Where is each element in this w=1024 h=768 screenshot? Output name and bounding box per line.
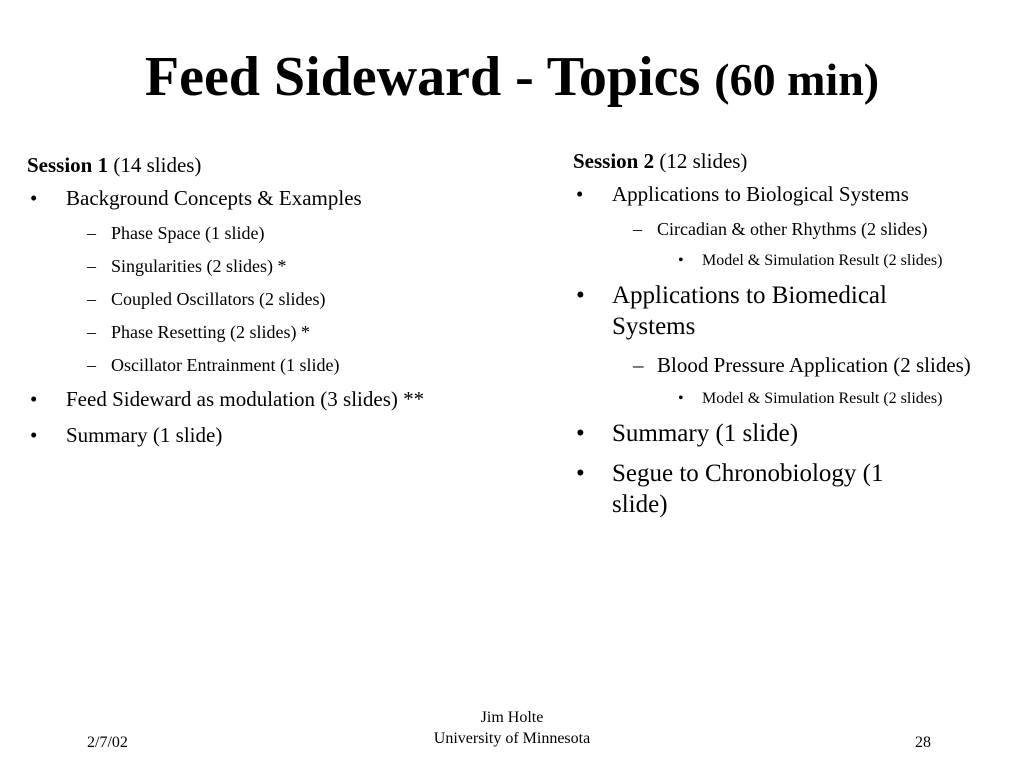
- dash-icon: –: [633, 353, 644, 377]
- footer-author-block: [0, 707, 1024, 749]
- dash-icon: –: [87, 322, 96, 342]
- list-item: [27, 254, 547, 278]
- session-1-column: [27, 152, 547, 458]
- slide-title-main: Feed Sideward - Topics: [144, 46, 701, 108]
- session-1-label: Session 1: [27, 153, 109, 177]
- list-item-text: Oscillator Entrainment (1 slide): [111, 355, 340, 375]
- list-item-text: Summary (1 slide): [612, 420, 799, 447]
- bullet-icon: •: [678, 252, 684, 269]
- session-2-label: Session 2: [573, 149, 655, 173]
- footer-author: Jim Holte: [480, 709, 544, 726]
- slide-title: [0, 42, 1024, 115]
- list-item-text: Phase Space (1 slide): [111, 223, 265, 243]
- list-item-text: Summary (1 slide): [66, 423, 223, 447]
- list-item-text: Feed Sideward as modulation (3 slides) **: [66, 387, 425, 411]
- list-item: [27, 422, 547, 449]
- bullet-icon: •: [30, 387, 38, 411]
- bullet-icon: •: [576, 282, 585, 309]
- session-1-count: (14 slides): [113, 153, 202, 177]
- dash-icon: –: [87, 355, 96, 375]
- session-2-count: (12 slides): [659, 149, 748, 173]
- bullet-icon: •: [678, 390, 684, 407]
- list-item-text: Coupled Oscillators (2 slides): [111, 289, 326, 309]
- list-item: [573, 388, 1012, 409]
- list-item-text: Circadian & other Rhythms (2 slides): [657, 219, 928, 239]
- footer-institution: University of Minnesota: [433, 730, 591, 747]
- list-item-text: Applications to Biological Systems: [612, 182, 909, 206]
- list-item: [27, 287, 547, 311]
- list-item-text: Background Concepts & Examples: [66, 186, 362, 210]
- list-item-text: Applications to Biomedical Systems: [612, 282, 887, 340]
- list-item: [27, 221, 547, 245]
- list-item-text: Blood Pressure Application (2 slides): [657, 353, 971, 377]
- dash-icon: –: [87, 256, 96, 276]
- list-item: [573, 351, 997, 379]
- list-item-text: Singularities (2 slides) *: [111, 256, 287, 276]
- bullet-icon: •: [576, 460, 585, 487]
- session-1-heading: [27, 152, 547, 179]
- session-2-column: [573, 148, 971, 529]
- list-item: [573, 250, 1012, 271]
- slide-title-duration: (60 min): [714, 54, 880, 105]
- slide-number: 28: [915, 734, 931, 751]
- list-item: [27, 353, 547, 377]
- list-item: [573, 217, 997, 241]
- list-item: [573, 181, 912, 208]
- list-item: [27, 320, 547, 344]
- list-item-text: Model & Simulation Result (2 slides): [702, 390, 943, 407]
- list-item: [573, 418, 912, 449]
- dash-icon: –: [87, 223, 96, 243]
- list-item: [27, 386, 547, 413]
- dash-icon: –: [87, 289, 96, 309]
- list-item: [573, 458, 912, 520]
- footer-date: 2/7/02: [87, 734, 128, 751]
- bullet-icon: •: [30, 186, 38, 210]
- list-item: [573, 280, 912, 342]
- list-item: [27, 185, 547, 212]
- dash-icon: –: [633, 219, 642, 239]
- list-item-text: Segue to Chronobiology (1 slide): [612, 460, 884, 518]
- list-item-text: Model & Simulation Result (2 slides): [702, 252, 943, 269]
- session-2-heading: [573, 148, 933, 175]
- bullet-icon: •: [576, 182, 584, 206]
- list-item-text: Phase Resetting (2 slides) *: [111, 322, 310, 342]
- bullet-icon: •: [576, 420, 585, 447]
- bullet-icon: •: [30, 423, 38, 447]
